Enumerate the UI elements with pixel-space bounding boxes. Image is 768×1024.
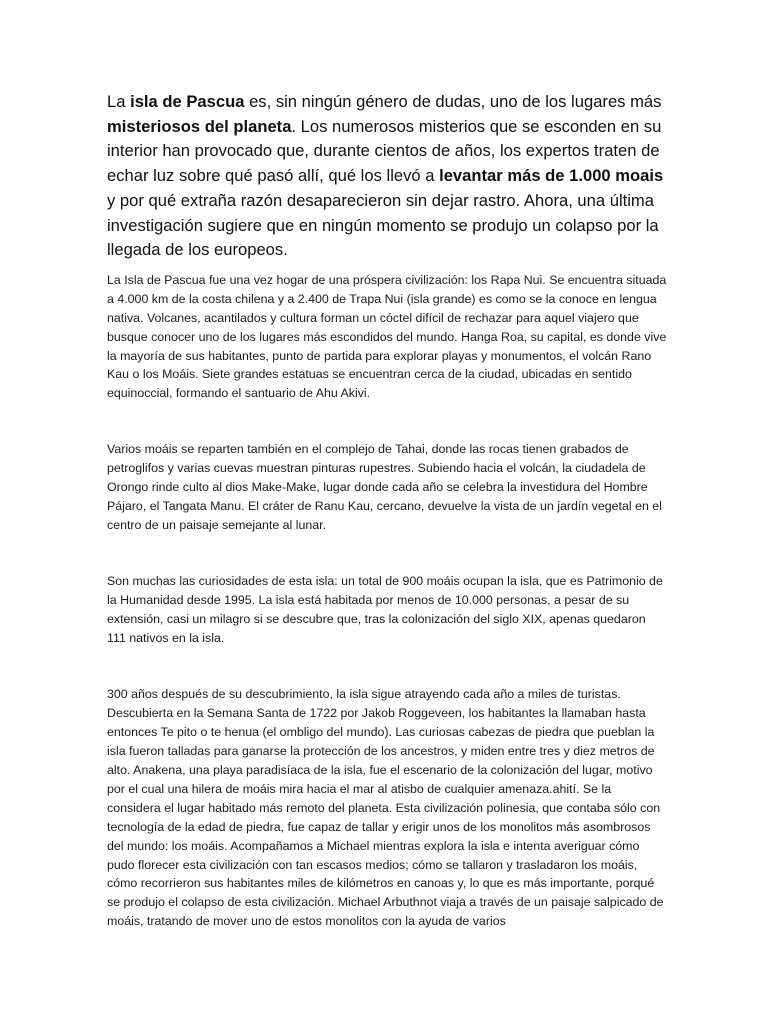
intro-text-3: . Los numerosos misterios que se esconden en su interior han provocado que, durante cientos de años, los expertos traten de echar luz sobre qué pasó allí, qué los llevó a [107,116,662,186]
intro-text-2: es, sin ningún género de dudas, uno de los lugares más [244,92,662,111]
body-paragraph: Son muchas las curiosidades de esta isla: un total de 900 moáis ocupan la isla, que es Patrimonio de la Humanidad desde 1995. La isla está habitada por menos de 10.000 personas, a pesar de su extensión, casi un milagro si se descubre que, tras la colonización del siglo XIX, apenas quedaron 111 nativos en la isla. [107,573,663,645]
document-page [107,90,667,931]
intro-bold-isla-de-pascua: isla de Pascua [130,92,245,111]
body-paragraph: Varios moáis se reparten también en el complejo de Tahai, donde las rocas tienen grabados de petroglifos y varias cuevas muestran pinturas rupestres. Subiendo hacia el volcán, la ciudadela de Orongo rinde culto al dios Make-Make, lugar donde cada año se celebra la investidura del Hombre Pájaro, el Tangata Manu. El cráter de Ranu Kau, cercano, devuelve la vista de un jardín vegetal en el centro de un paisaje semejante al lunar. [107,442,662,532]
body-paragraph: La Isla de Pascua fue una vez hogar de una próspera civilización: los Rapa Nui. Se encuentra situada a 4.000 km de la costa chilena y a 2.400 de Trapa Nui (isla grande) es como se la conoce en lengua nativa. Volcanes, acantilados y cultura forman un cóctel difícil de rechazar para aquel viajero que busque conocer uno de los lugares más escondidos del mundo. Hanga Roa, su capital, es donde vive la mayoría de sus habitantes, punto de partida para explorar playas y monumentos, el volcán Rano Kau o los Moáis. Siete grandes estatuas se encuentran cerca de la ciudad, ubicadas en sentido equinoccial, formando el santuario de Ahu Akivi. [107,272,667,401]
intro-text-1: La [107,92,131,111]
intro-bold-misteriosos: misteriosos del planeta [107,116,292,136]
intro-bold-moais: levantar más de 1.000 moais [439,166,664,186]
body-paragraph: 300 años después de su descubrimiento, la isla sigue atrayendo cada año a miles de turistas. Descubierta en la Semana Santa de 1722 por Jakob Roggeveen, los habitantes la llamaban hasta entonces Te pito o te henua (el ombligo del mundo). Las curiosas cabezas de piedra que pueblan la isla fueron talladas para ganarse la protección de los ancestros, y miden entre tres y diez metros de alto. Anakena, una playa paradisíaca de la isla, fue el escenario de la colonización del lugar, motivo por el cual una hilera de moáis mira hacia el mar al atisbo de cualquier amenaza.ahití. Se la considera el lugar habitado más remoto del planeta. Esta civilización polinesia, que contaba sólo con tecnología de la edad de piedra, fue capaz de tallar y erigir unos de los monolitos más asombrosos del mundo: los moáis. Acompañamos a Michael mientras explora la isla e intenta averiguar cómo pudo florecer esta civilización con tan escasos medios; cómo se tallaron y trasladaron los moáis, cómo recorrieron sus habitantes miles de kilómetros en canoas y, lo que es más importante, porqué se produjo el colapso de esta civilización. Michael Arbuthnot viaja a través de un paisaje salpicado de moáis, tratando de mover uno de estos monolitos con la ayuda de varios [107,687,664,929]
intro-text-4: y por qué extraña razón desaparecieron sin dejar rastro. Ahora, una última investigación sugiere que en ningún momento se produjo un colapso por la llegada de los europeos. [107,190,659,260]
intro-paragraph [107,90,667,263]
